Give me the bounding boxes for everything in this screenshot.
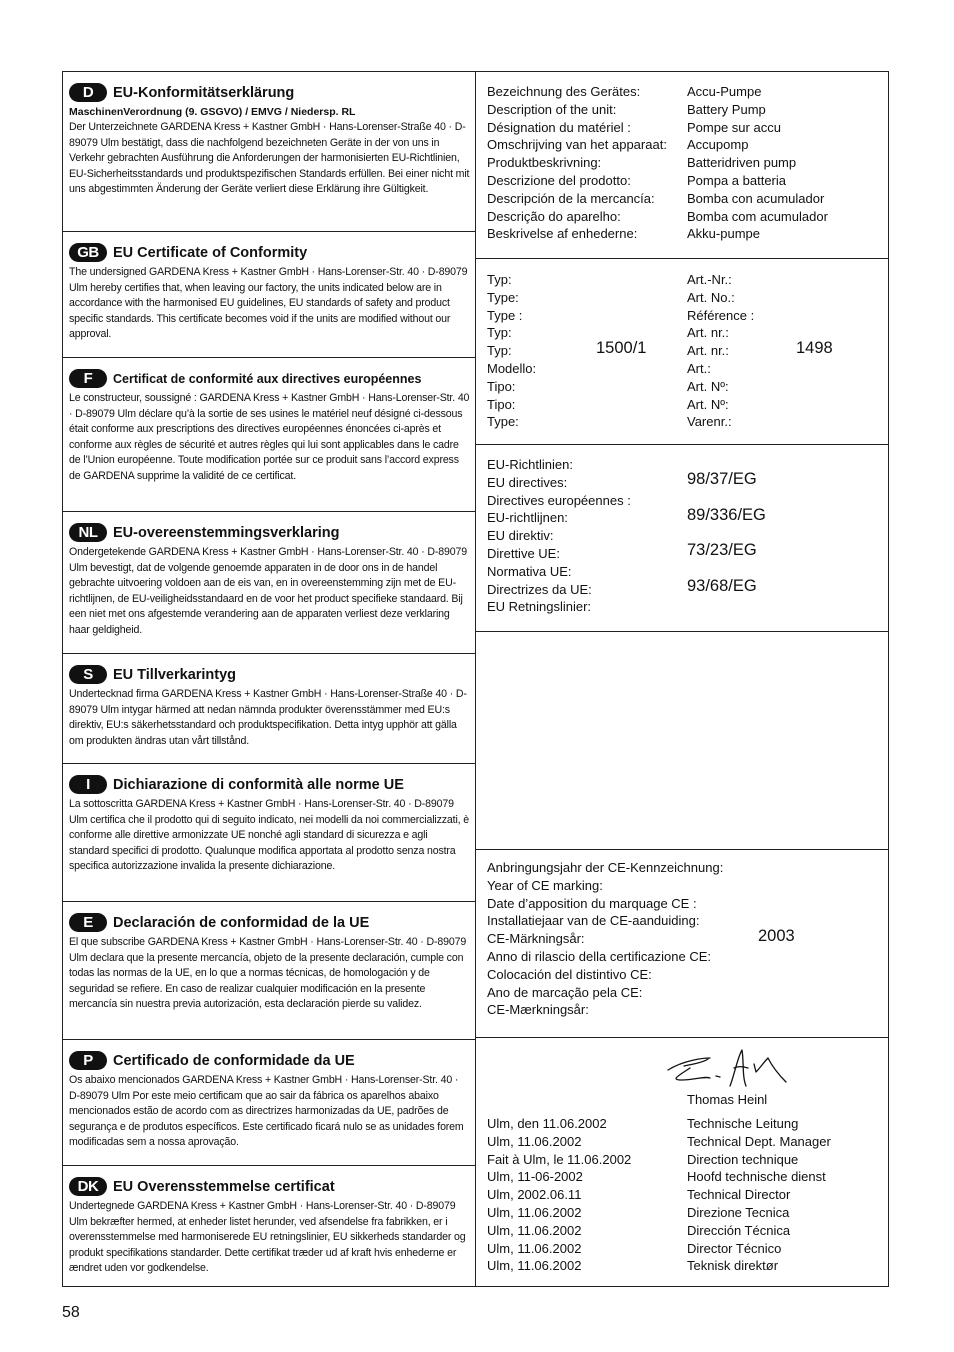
type-label: Tipo: [487, 378, 516, 394]
article-label: Art. No.: [687, 289, 735, 305]
directive-label: EU directives: [487, 474, 568, 490]
type-label: Type : [487, 307, 523, 323]
section-gb [63, 232, 475, 358]
ce-year-label: Year of CE marking: [487, 877, 603, 893]
signatory-title: Hoofd technische dienst [687, 1169, 826, 1185]
section-d [63, 72, 475, 232]
signatory-name: Thomas Heinl [687, 1092, 768, 1107]
section-body: Undertegnede GARDENA Kress + Kastner GmbH · Hans-Lorenser-Str. 40 · D-89079 Ulm bekræfter hermed, at enheder listet herunder, ved afsendelse fra fabrikken, er i overensstemmelse med harmoniserede EU retningslinier, EU sikkerheds standarder og produkt specifikations standarder. Dette certifikat træder ud af kraft hvis enhederne er ændret uden vor godkendelse. [69, 1200, 466, 1275]
left-column [63, 72, 476, 1286]
place-date: Fait à Ulm, le 11.06.2002 [487, 1151, 632, 1167]
language-badge-e: E [69, 913, 107, 932]
language-badge-nl: NL [69, 523, 107, 542]
directive-label: EU direktiv: [487, 528, 554, 544]
section-i [63, 764, 475, 902]
section-body: Le constructeur, soussigné : GARDENA Kress + Kastner GmbH · Hans-Lorenser-Str. 40 · D-89079 Ulm déclare qu’à la sortie de ses usines le matériel neuf désigné ci-dessous était conforme aux prescriptions des directives européennes énoncées ci-après et conforme aux règles de sécurité et autres règles qui lui sont applicables dans le cadre de l’Union européenne. Toute modification portée sur ce produit sans l’accord express de GARDENA supprime la validité de ce certificat. [69, 392, 470, 482]
type-label: Typ: [487, 343, 512, 359]
language-badge-dk: DK [69, 1177, 107, 1196]
directive-label: Directives européennes : [487, 492, 631, 508]
section-title: Declaración de conformidad de la UE [113, 914, 370, 931]
signatory-title: Direction technique [687, 1151, 799, 1167]
ce-year-label: Anno di rilascio della certificazione CE: [487, 949, 711, 964]
section-s [63, 654, 475, 764]
type-label: Type: [487, 289, 519, 305]
declaration-frame [62, 71, 889, 1287]
directive-label: Direttive UE: [487, 546, 560, 561]
type-label: Modello: [487, 361, 537, 376]
section-body: Ondergetekende GARDENA Kress + Kastner GmbH · Hans-Lorenser-Str. 40 · D-89079 Ulm bevestigt, dat de volgende genoemde apparaten in de door ons in de handel gebrachte uitvoering voldoen aan de eis van, en in overeenstemming zijn met de EU-richtlijnen, de EU-veiligheidsstandaard en de voor het product specifieke standaard. Bij een niet met ons afgestemde verandering aan de apparaten verliest deze verklaring haar geldigheid. [69, 546, 467, 636]
section-e [63, 902, 475, 1040]
place-date: Ulm, 11.06.2002 [487, 1240, 582, 1256]
place-date: Ulm, 11.06.2002 [487, 1222, 582, 1238]
device-value: Accu-Pumpe [687, 84, 762, 99]
place-date: Ulm, 2002.06.11 [487, 1187, 582, 1203]
type-label: Tipo: [487, 396, 516, 412]
language-badge-d: D [69, 83, 107, 102]
ce-year-label: Anbringungsjahr der CE-Kennzeichnung: [487, 860, 724, 875]
section-body: Os abaixo mencionados GARDENA Kress + Kastner GmbH · Hans-Lorenser-Str. 40 · D-89079 Ulm Por este meio certificam que ao sair da fábrica os aparelhos abaixo mencionados estão de acordo com as directrizes harmonizadas da UE, padrões de segurança e de produtos específicos. Este certificado ficará nulo se as unidades forem modificadas sem a nossa aprovação. [69, 1074, 464, 1149]
directive-value: 73/23/EG [687, 541, 757, 560]
section-body: The undersigned GARDENA Kress + Kastner GmbH · Hans-Lorenser-Str. 40 · D-89079 Ulm hereby certifies that, when leaving our factory, the units indicated below are in accordance with the harmonised EU guidelines, EU standards of safety and product specific standards. This certificate becomes void if the units are modified without our approval. [69, 266, 468, 341]
device-value: Bomba com acumulador [687, 208, 828, 224]
device-value: Battery Pump [687, 101, 766, 117]
section-dk [63, 1166, 475, 1286]
device-label: Descrição do aparelho: [487, 208, 621, 224]
section-body: Undertecknad firma GARDENA Kress + Kastner GmbH · Hans-Lorenser-Straße 40 · D-89079 Ulm intygar härmed att nedan nämnda produkter överensstämmer med EU:s direktiv, EU:s säkerhetsstandard och produktspecifikation. Detta intyg upphör att gälla om produkten ändras utan vårt tillstånd. [69, 688, 467, 747]
section-title: EU-overeenstemmingsverklaring [113, 524, 340, 541]
page-number: 58 [62, 1304, 80, 1321]
article-label: Art. nr.: [687, 343, 729, 359]
section-nl [63, 512, 475, 654]
language-badge-s: S [69, 665, 107, 684]
device-value: Batteridriven pump [687, 155, 797, 171]
device-value: Akku-pumpe [687, 226, 760, 242]
section-title: EU Certificate of Conformity [113, 244, 308, 261]
article-label: Art. Nº: [687, 378, 729, 394]
section-title: Certificado de conformidade da UE [113, 1052, 355, 1069]
section-title: EU Tillverkarintyg [113, 666, 237, 683]
signatory-title: Technical Director [687, 1187, 791, 1203]
type-number-block [476, 259, 888, 445]
article-label: Art.-Nr.: [687, 272, 732, 287]
directive-label: Directrizes da UE: [487, 581, 592, 597]
device-label: Description of the unit: [487, 101, 617, 117]
device-label: Descrizione del prodotto: [487, 173, 631, 188]
directive-label: EU-Richtlinien: [487, 457, 573, 472]
language-badge-i: I [69, 775, 107, 794]
type-label: Type: [487, 414, 519, 430]
article-label: Référence : [687, 307, 755, 323]
directive-value: 89/336/EG [687, 505, 766, 524]
section-title: Dichiarazione di conformità alle norme UE [113, 776, 404, 793]
article-label: Varenr.: [687, 414, 732, 430]
signature-mark [664, 1046, 790, 1094]
section-body: El que subscribe GARDENA Kress + Kastner GmbH · Hans-Lorenser-Str. 40 · D-89079 Ulm declara que la presente mercancía, objeto de la presente declaración, cumple con todas las normas de la UE, en lo que a normas técnicas, de homologación y de seguridad se refiere. En caso de realizar cualquier modificación en la presente mercancía sin nuestra previa autorización, esta declaración pierde su validez. [69, 936, 467, 1011]
section-title: Certificat de conformité aux directives européennes [113, 371, 422, 386]
place-date: Ulm, 11-06-2002 [487, 1169, 583, 1185]
section-subtitle: MaschinenVerordnung (9. GSGVO) / EMVG / Niedersp. RL [69, 106, 356, 118]
directive-value: 98/37/EG [687, 470, 757, 488]
directive-label: EU Retningslinier: [487, 599, 592, 615]
directive-label: Normativa UE: [487, 563, 572, 579]
signatory-title: Direzione Tecnica [687, 1205, 790, 1220]
section-p [63, 1040, 475, 1166]
ce-year-label: Ano de marcação pela CE: [487, 984, 643, 1000]
ce-year-label: CE-Märkningsår: [487, 931, 585, 947]
device-label: Omschrijving van het apparaat: [487, 137, 667, 153]
section-f [63, 358, 475, 512]
article-label: Art. nr.: [687, 325, 729, 341]
blank-block [476, 632, 888, 850]
language-badge-p: P [69, 1051, 107, 1070]
article-label: Art.: [687, 361, 711, 376]
ce-year-label: Installatiejaar van de CE-aanduiding: [487, 913, 700, 929]
article-label: Art. Nº: [687, 396, 729, 412]
device-label: Descripción de la mercancía: [487, 190, 655, 206]
device-label: Produktbeskrivning: [487, 155, 602, 171]
directives-block [476, 445, 888, 632]
device-value: Bomba con acumulador [687, 190, 825, 206]
type-number-value: 1500/1 [596, 339, 647, 357]
device-label: Désignation du matériel : [487, 119, 631, 135]
ce-year-label: Date d’apposition du marquage CE : [487, 895, 697, 911]
ce-year-label: CE-Mærkningsår: [487, 1002, 589, 1018]
ce-year-block [476, 850, 888, 1038]
place-date: Ulm, 11.06.2002 [487, 1133, 582, 1149]
place-date: Ulm, 11.06.2002 [487, 1205, 582, 1220]
section-body: La sottoscritta GARDENA Kress + Kastner GmbH · Hans-Lorenser-Str. 40 · D-89079 Ulm certifica che il prodotto qui di seguito indicato, nei modelli da noi commercializzati, è conforme alle direttive armonizzate UE nonché agli standard di sicurezza e agli standard specifici di prodotto. Qualunque modifica apportata al prodotto senza nostra specifica autorizzazione invalida la presente dichiarazione. [69, 798, 469, 873]
directive-label: EU-richtlijnen: [487, 510, 568, 526]
language-badge-gb: GB [69, 243, 107, 262]
ce-year-label: Colocación del distintivo CE: [487, 966, 652, 982]
signatory-title: Teknisk direktør [687, 1258, 779, 1274]
right-column [476, 72, 888, 1286]
place-date: Ulm, den 11.06.2002 [487, 1116, 607, 1131]
type-label: Typ: [487, 325, 512, 341]
signatory-title: Director Técnico [687, 1240, 782, 1256]
language-badge-f: F [69, 369, 107, 388]
type-label: Typ: [487, 272, 512, 287]
device-description-block [476, 72, 888, 259]
signatory-title: Technische Leitung [687, 1116, 799, 1131]
device-label: Bezeichnung des Gerätes: [487, 84, 641, 99]
signatory-title: Technical Dept. Manager [687, 1133, 831, 1149]
device-label: Beskrivelse af enhederne: [487, 226, 638, 242]
signature-block [476, 1038, 888, 1286]
signatory-title: Dirección Técnica [687, 1222, 791, 1238]
section-body: Der Unterzeichnete GARDENA Kress + Kastner GmbH · Hans-Lorenser-Straße 40 · D-89079 Ulm bestätigt, dass die nachfolgend bezeichneten Geräte in der von uns in Verkehr gebrachten Ausführung die Anforderungen der harmonisierten EU-Richtlinien, EU-Sicherheitsstandards und produktspezifischen Standards erfüllen. Bei einer nicht mit uns abgestimmten Änderung der Geräte verliert diese Erklärung ihre Gültigkeit. [69, 121, 470, 196]
device-value: Accupomp [687, 137, 749, 153]
section-title: EU-Konformitätserklärung [113, 84, 295, 101]
directive-value: 93/68/EG [687, 576, 757, 595]
device-value: Pompe sur accu [687, 119, 781, 135]
device-value: Pompa a batteria [687, 173, 787, 188]
article-number-value: 1498 [796, 339, 833, 357]
place-date: Ulm, 11.06.2002 [487, 1258, 582, 1274]
section-title: EU Overensstemmelse certificat [113, 1178, 335, 1195]
ce-year-value: 2003 [758, 927, 795, 945]
